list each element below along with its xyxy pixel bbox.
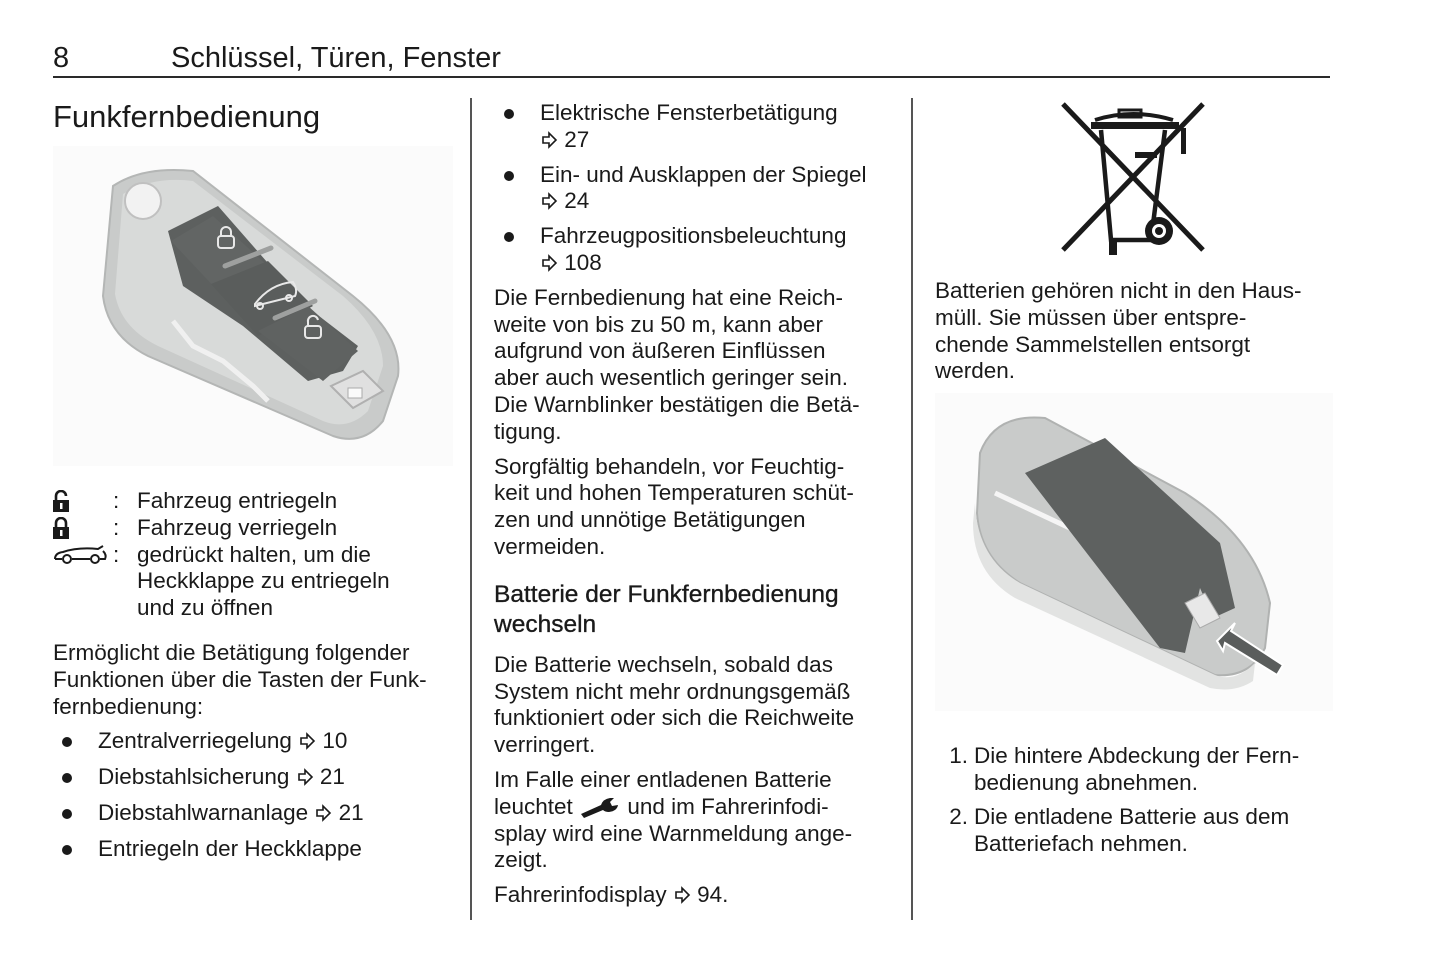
- subsection-title: Batterie der Funkfernbedienung wechseln: [494, 580, 839, 638]
- list-item: Diebstahlsicherung 21: [53, 764, 453, 791]
- page-ref-arrow-icon: [540, 254, 558, 272]
- column-divider-left: [470, 98, 472, 920]
- page-ref-arrow-icon: [540, 192, 558, 210]
- legend-text: Fahrzeug verriegeln: [137, 514, 338, 540]
- column-2: [494, 100, 899, 909]
- wrench-icon: [579, 796, 621, 818]
- column-divider-right: [911, 98, 913, 920]
- page-ref-link[interactable]: 108: [564, 249, 602, 275]
- range-paragraph: Die Fernbedienung hat eine Reich- weite von bis zu 50 m, kann aber aufgrund von äußeren Einflüssen aber auch wesentlich geringer sein. Die Warnblinker bestätigen die Betä- tigung.: [494, 284, 860, 444]
- intro-paragraph: Ermöglicht die Betätigung folgender Funktionen über die Tasten der Funk- fernbedienung:: [53, 639, 427, 719]
- column-3: [935, 100, 1335, 857]
- column-1: [53, 98, 453, 863]
- page-ref-arrow-icon: [314, 804, 332, 822]
- page-ref-link[interactable]: 21: [319, 764, 345, 790]
- bullet-icon: [504, 171, 514, 181]
- list-item: Fahrzeugpositionsbeleuchtung 108: [494, 223, 899, 277]
- page-header: [53, 40, 1330, 78]
- page-ref-arrow-icon: [296, 768, 314, 786]
- page-ref-arrow-icon: [673, 886, 691, 904]
- warning-paragraph: Im Falle einer entladenen Batterie leuchtet und im Fahrerinfodi- splay wird eine Warnmeldung ange- zeigt.: [494, 766, 853, 873]
- page-ref-arrow-icon: [540, 131, 558, 149]
- disposal-paragraph: Batterien gehören nicht in den Haus- müll. Sie müssen über entspre- chende Sammelstellen entsorgt werden.: [935, 278, 1302, 384]
- bullet-icon: [62, 809, 72, 819]
- bullet-icon: [62, 737, 72, 747]
- bullet-icon: [62, 845, 72, 855]
- step-number: 1.: [949, 743, 968, 769]
- list-item: Elektrische Fensterbetätigung 27: [494, 100, 899, 154]
- remote-key-fob-illustration: [53, 146, 453, 466]
- step-item: [935, 743, 1335, 797]
- bullet-icon: [62, 773, 72, 783]
- legend-row-unlock: : Fahrzeug entriegeln: [53, 488, 453, 515]
- button-legend: [53, 488, 453, 622]
- legend-text: Fahrzeug entriegeln: [137, 488, 338, 513]
- function-list: [53, 728, 453, 862]
- battery-paragraph: Die Batterie wechseln, sobald das System nicht mehr ordnungsgemäß funktioniert oder sich die Reichweite verringert.: [494, 651, 855, 758]
- list-item: Entriegeln der Heckklappe: [53, 836, 453, 863]
- care-paragraph: Sorgfältig behandeln, vor Feuchtig- keit und hohen Temperaturen schüt- zen und unnötige Betätigungen vermeiden.: [494, 453, 854, 559]
- bullet-icon: [504, 109, 514, 119]
- display-reference: Fahrerinfodisplay 94.: [494, 882, 729, 908]
- car-tailgate-icon: [53, 542, 113, 569]
- step-text: Die hintere Abdeckung der Fern- bedienung abnehmen.: [974, 743, 1300, 795]
- lock-icon: [53, 515, 113, 542]
- list-item: Zentralverriegelung 10: [53, 728, 453, 755]
- list-item: Diebstahlwarnanlage 21: [53, 800, 453, 827]
- unlock-icon: [53, 488, 113, 515]
- list-item: Ein- und Ausklappen der Spiegel 24: [494, 162, 899, 216]
- crossed-out-wheelie-bin-icon: [935, 100, 1335, 260]
- step-text: Die entladene Batterie aus dem Batteriefach nehmen.: [974, 803, 1290, 856]
- legend-row-tailgate: : gedrückt halten, um die Heckklappe zu entriegeln und zu öffnen: [53, 542, 453, 622]
- function-list-continued: [494, 100, 899, 277]
- page-ref-link[interactable]: 10: [322, 728, 348, 754]
- page-ref-link[interactable]: 24: [564, 188, 590, 214]
- steps-list: [935, 743, 1335, 857]
- step-number: 2.: [949, 803, 968, 829]
- legend-text: gedrückt halten, um die Heckklappe zu entriegeln und zu öffnen: [137, 541, 390, 621]
- section-title: Funkfernbedienung: [53, 99, 321, 134]
- page-ref-link[interactable]: 94: [697, 882, 723, 908]
- page-number: 8: [53, 42, 70, 74]
- legend-row-lock: : Fahrzeug verriegeln: [53, 515, 453, 542]
- chapter-title: Schlüssel, Türen, Fenster: [171, 42, 501, 74]
- page-ref-arrow-icon: [298, 732, 316, 750]
- page-ref-link[interactable]: 21: [338, 799, 364, 825]
- bullet-icon: [504, 232, 514, 242]
- step-item: [935, 804, 1335, 858]
- page-ref-link[interactable]: 27: [564, 126, 590, 152]
- remote-key-back-cover-illustration: [935, 393, 1333, 711]
